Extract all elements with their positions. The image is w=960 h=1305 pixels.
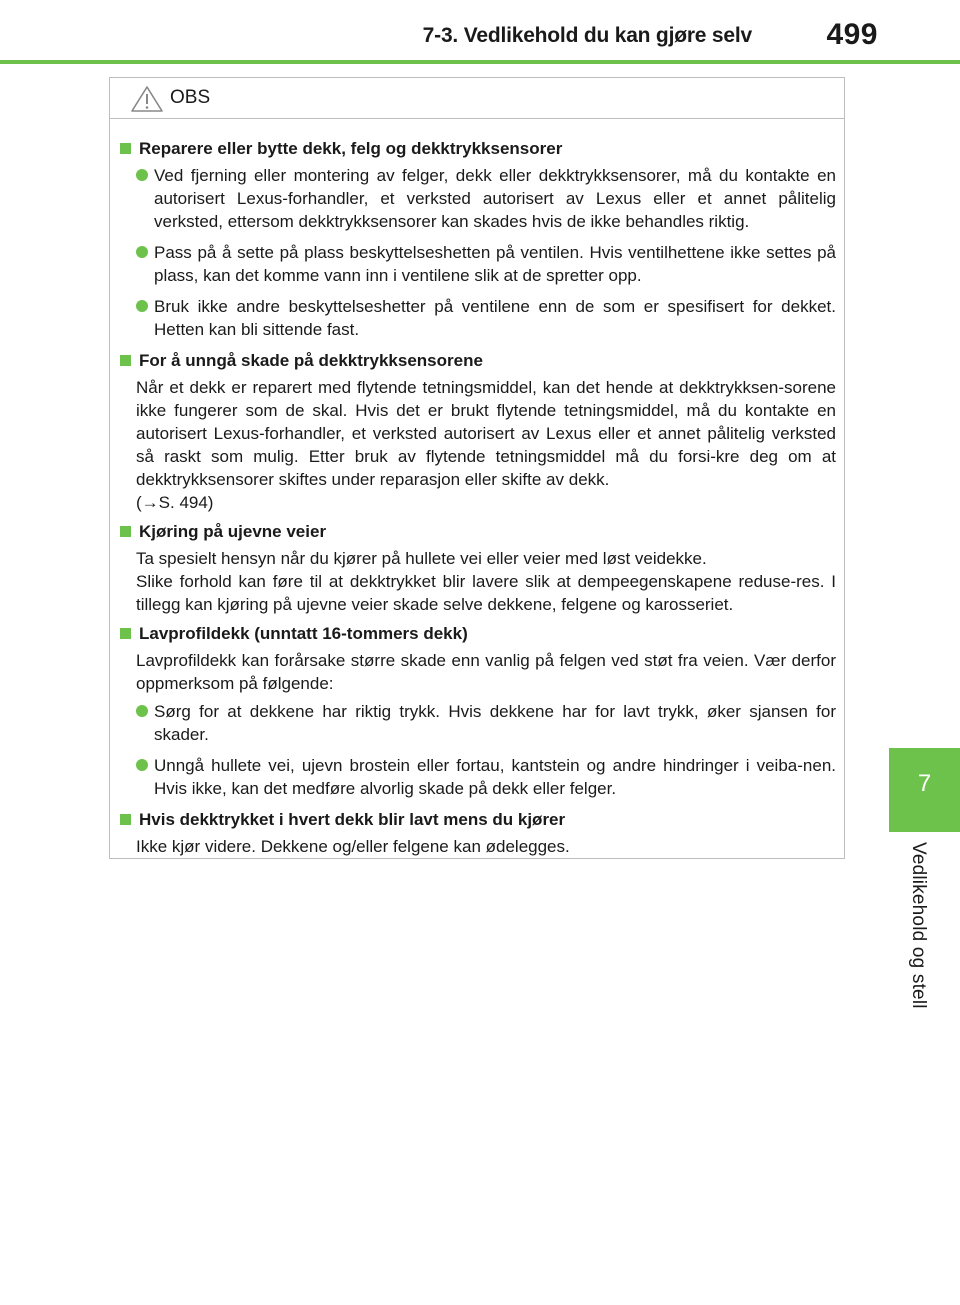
square-bullet-icon — [120, 628, 131, 639]
chapter-tab[interactable] — [889, 748, 960, 832]
notice-body — [110, 119, 844, 858]
section-heading: Hvis dekktrykket i hvert dekk blir lavt mens du kjører — [117, 808, 836, 831]
page-reference: (→S. 494) — [136, 493, 214, 512]
list-item: Sørg for at dekkene har riktig trykk. Hvis dekkene har for lavt trykk, øker sjansen for skader. — [136, 700, 836, 746]
section-title: 7-3. Vedlikehold du kan gjøre selv — [422, 24, 752, 47]
dot-bullet-icon — [136, 705, 148, 717]
list-item: Unngå hullete vei, ujevn brostein eller fortau, kantstein og andre hindringer i veiba-nen. Hvis ikke, kan det medføre alvorlig skade på dekk eller felger. — [136, 754, 836, 800]
section-avoid-sensor-damage — [117, 349, 836, 514]
square-bullet-icon — [120, 143, 131, 154]
dot-bullet-icon — [136, 300, 148, 312]
notice-title: OBS — [170, 87, 211, 108]
paragraph: Ta spesielt hensyn når du kjører på hullete vei eller veier med løst veidekke. — [136, 549, 707, 568]
notice-box — [109, 77, 845, 859]
paragraph: Når et dekk er reparert med flytende tetningsmiddel, kan det hende at dekktrykksen-sorene ikke fungerer som de skal. Hvis det er brukt flytende tetningsmiddel, må du kontakte en autorisert Lexus-forhandler, et verksted autorisert av Lexus eller et annet pålitelig verksted så raskt som mulig. Etter bruk av flytende tetningsmiddel må du forsi-kre deg om at dekktrykksensorer skiftes under reparasjon eller skifte av dekk. — [136, 378, 836, 489]
list-item: Ved fjerning eller montering av felger, dekk eller dekktrykksensorer, må du kontakte en autorisert Lexus-forhandler, et verksted autorisert av Lexus eller et annet pålitelig verksted, ettersom dekktrykksensorer kan skades hvis de ikke behandles riktig. — [136, 164, 836, 233]
chapter-number: 7 — [917, 770, 932, 797]
square-bullet-icon — [120, 355, 131, 366]
dot-bullet-icon — [136, 246, 148, 258]
paragraph: Ikke kjør videre. Dekkene og/eller felgene kan ødelegges. — [136, 837, 570, 856]
section-heading: Kjøring på ujevne veier — [117, 520, 836, 543]
header-rule — [0, 60, 960, 64]
section-low-pressure-while-driving — [117, 808, 836, 858]
section-heading: Reparere eller bytte dekk, felg og dekktrykksensorer — [117, 137, 836, 160]
dot-bullet-icon — [136, 759, 148, 771]
section-heading: For å unngå skade på dekktrykksensorene — [117, 349, 836, 372]
notice-header — [110, 78, 844, 119]
list-item: Bruk ikke andre beskyttelseshetter på ventilene enn de som er spesifisert for dekket. Hetten kan bli sittende fast. — [136, 295, 836, 341]
warning-icon — [130, 85, 164, 113]
page-number: 499 — [826, 18, 878, 51]
chapter-label: Vedlikehold og stell — [908, 842, 929, 1009]
square-bullet-icon — [120, 526, 131, 537]
square-bullet-icon — [120, 814, 131, 825]
dot-bullet-icon — [136, 169, 148, 181]
paragraph: Lavprofildekk kan forårsake større skade enn vanlig på felgen ved støt fra veien. Vær derfor oppmerksom på følgende: — [136, 651, 836, 693]
section-uneven-roads — [117, 520, 836, 616]
section-repair-tires — [117, 137, 836, 341]
paragraph: Slike forhold kan føre til at dekktrykket blir lavere slik at dempeegenskapene reduse-res. I tillegg kan kjøring på ujevne veier skade selve dekkene, felgene og karosseriet. — [136, 572, 836, 614]
list-item: Pass på å sette på plass beskyttelseshetten på ventilen. Hvis ventilhettene ikke settes på plass, kan det komme vann inn i ventilene slik at de spretter opp. — [136, 241, 836, 287]
section-low-profile-tires — [117, 622, 836, 800]
section-heading: Lavprofildekk (unntatt 16-tommers dekk) — [117, 622, 836, 645]
